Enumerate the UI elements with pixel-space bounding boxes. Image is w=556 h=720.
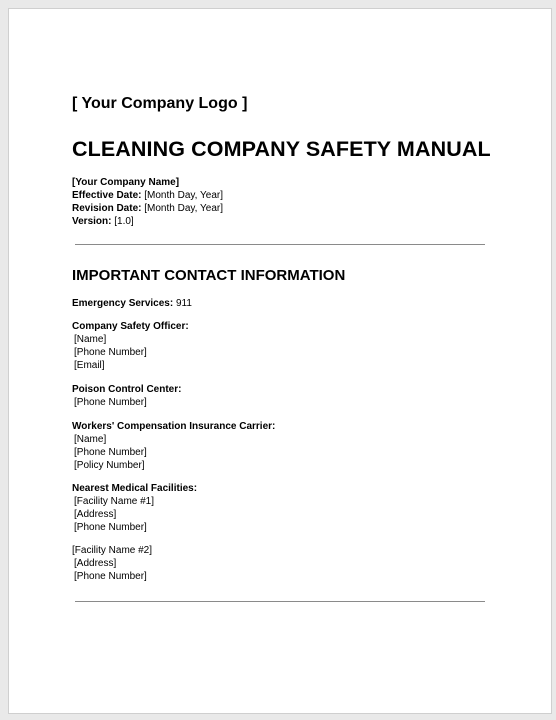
safety-officer-email: [Email]: [74, 360, 105, 371]
effective-date: Effective Date: [Month Day, Year]: [72, 190, 223, 201]
safety-officer-phone: [Phone Number]: [74, 347, 147, 358]
company-logo-placeholder: [ Your Company Logo ]: [72, 95, 248, 112]
facility-1-phone: [Phone Number]: [74, 522, 147, 533]
medical-facilities-block: [72, 482, 197, 534]
document-page: [8, 8, 552, 714]
medical-facilities-label: Nearest Medical Facilities:: [72, 483, 198, 494]
workers-comp-block: [72, 420, 275, 472]
workers-comp-name: [Name]: [74, 434, 107, 445]
safety-officer-name: [Name]: [74, 334, 107, 345]
facility-2-phone: [Phone Number]: [74, 571, 147, 582]
poison-control-phone: [Phone Number]: [74, 397, 147, 408]
facility-2-block: [72, 544, 152, 583]
workers-comp-label: Workers' Compensation Insurance Carrier:: [72, 421, 276, 432]
revision-date: Revision Date: [Month Day, Year]: [72, 203, 223, 214]
safety-officer-label: Company Safety Officer:: [72, 321, 189, 332]
contact-section-heading: IMPORTANT CONTACT INFORMATION: [72, 267, 346, 284]
company-name: [Your Company Name]: [72, 177, 180, 188]
version: Version: [1.0]: [72, 216, 134, 227]
document-metadata: [72, 176, 223, 228]
facility-1-name: [Facility Name #1]: [74, 496, 155, 507]
emergency-services: Emergency Services: 911: [72, 298, 192, 309]
facility-2-name: [Facility Name #2]: [72, 545, 153, 556]
workers-comp-policy: [Policy Number]: [74, 460, 145, 471]
safety-officer-block: [72, 320, 189, 372]
poison-control-label: Poison Control Center:: [72, 384, 182, 395]
workers-comp-phone: [Phone Number]: [74, 447, 147, 458]
divider-bottom: [75, 601, 485, 602]
divider-top: [75, 244, 485, 245]
poison-control-block: [72, 383, 181, 409]
document-title: CLEANING COMPANY SAFETY MANUAL: [72, 137, 491, 161]
facility-2-address: [Address]: [74, 558, 117, 569]
facility-1-address: [Address]: [74, 509, 117, 520]
